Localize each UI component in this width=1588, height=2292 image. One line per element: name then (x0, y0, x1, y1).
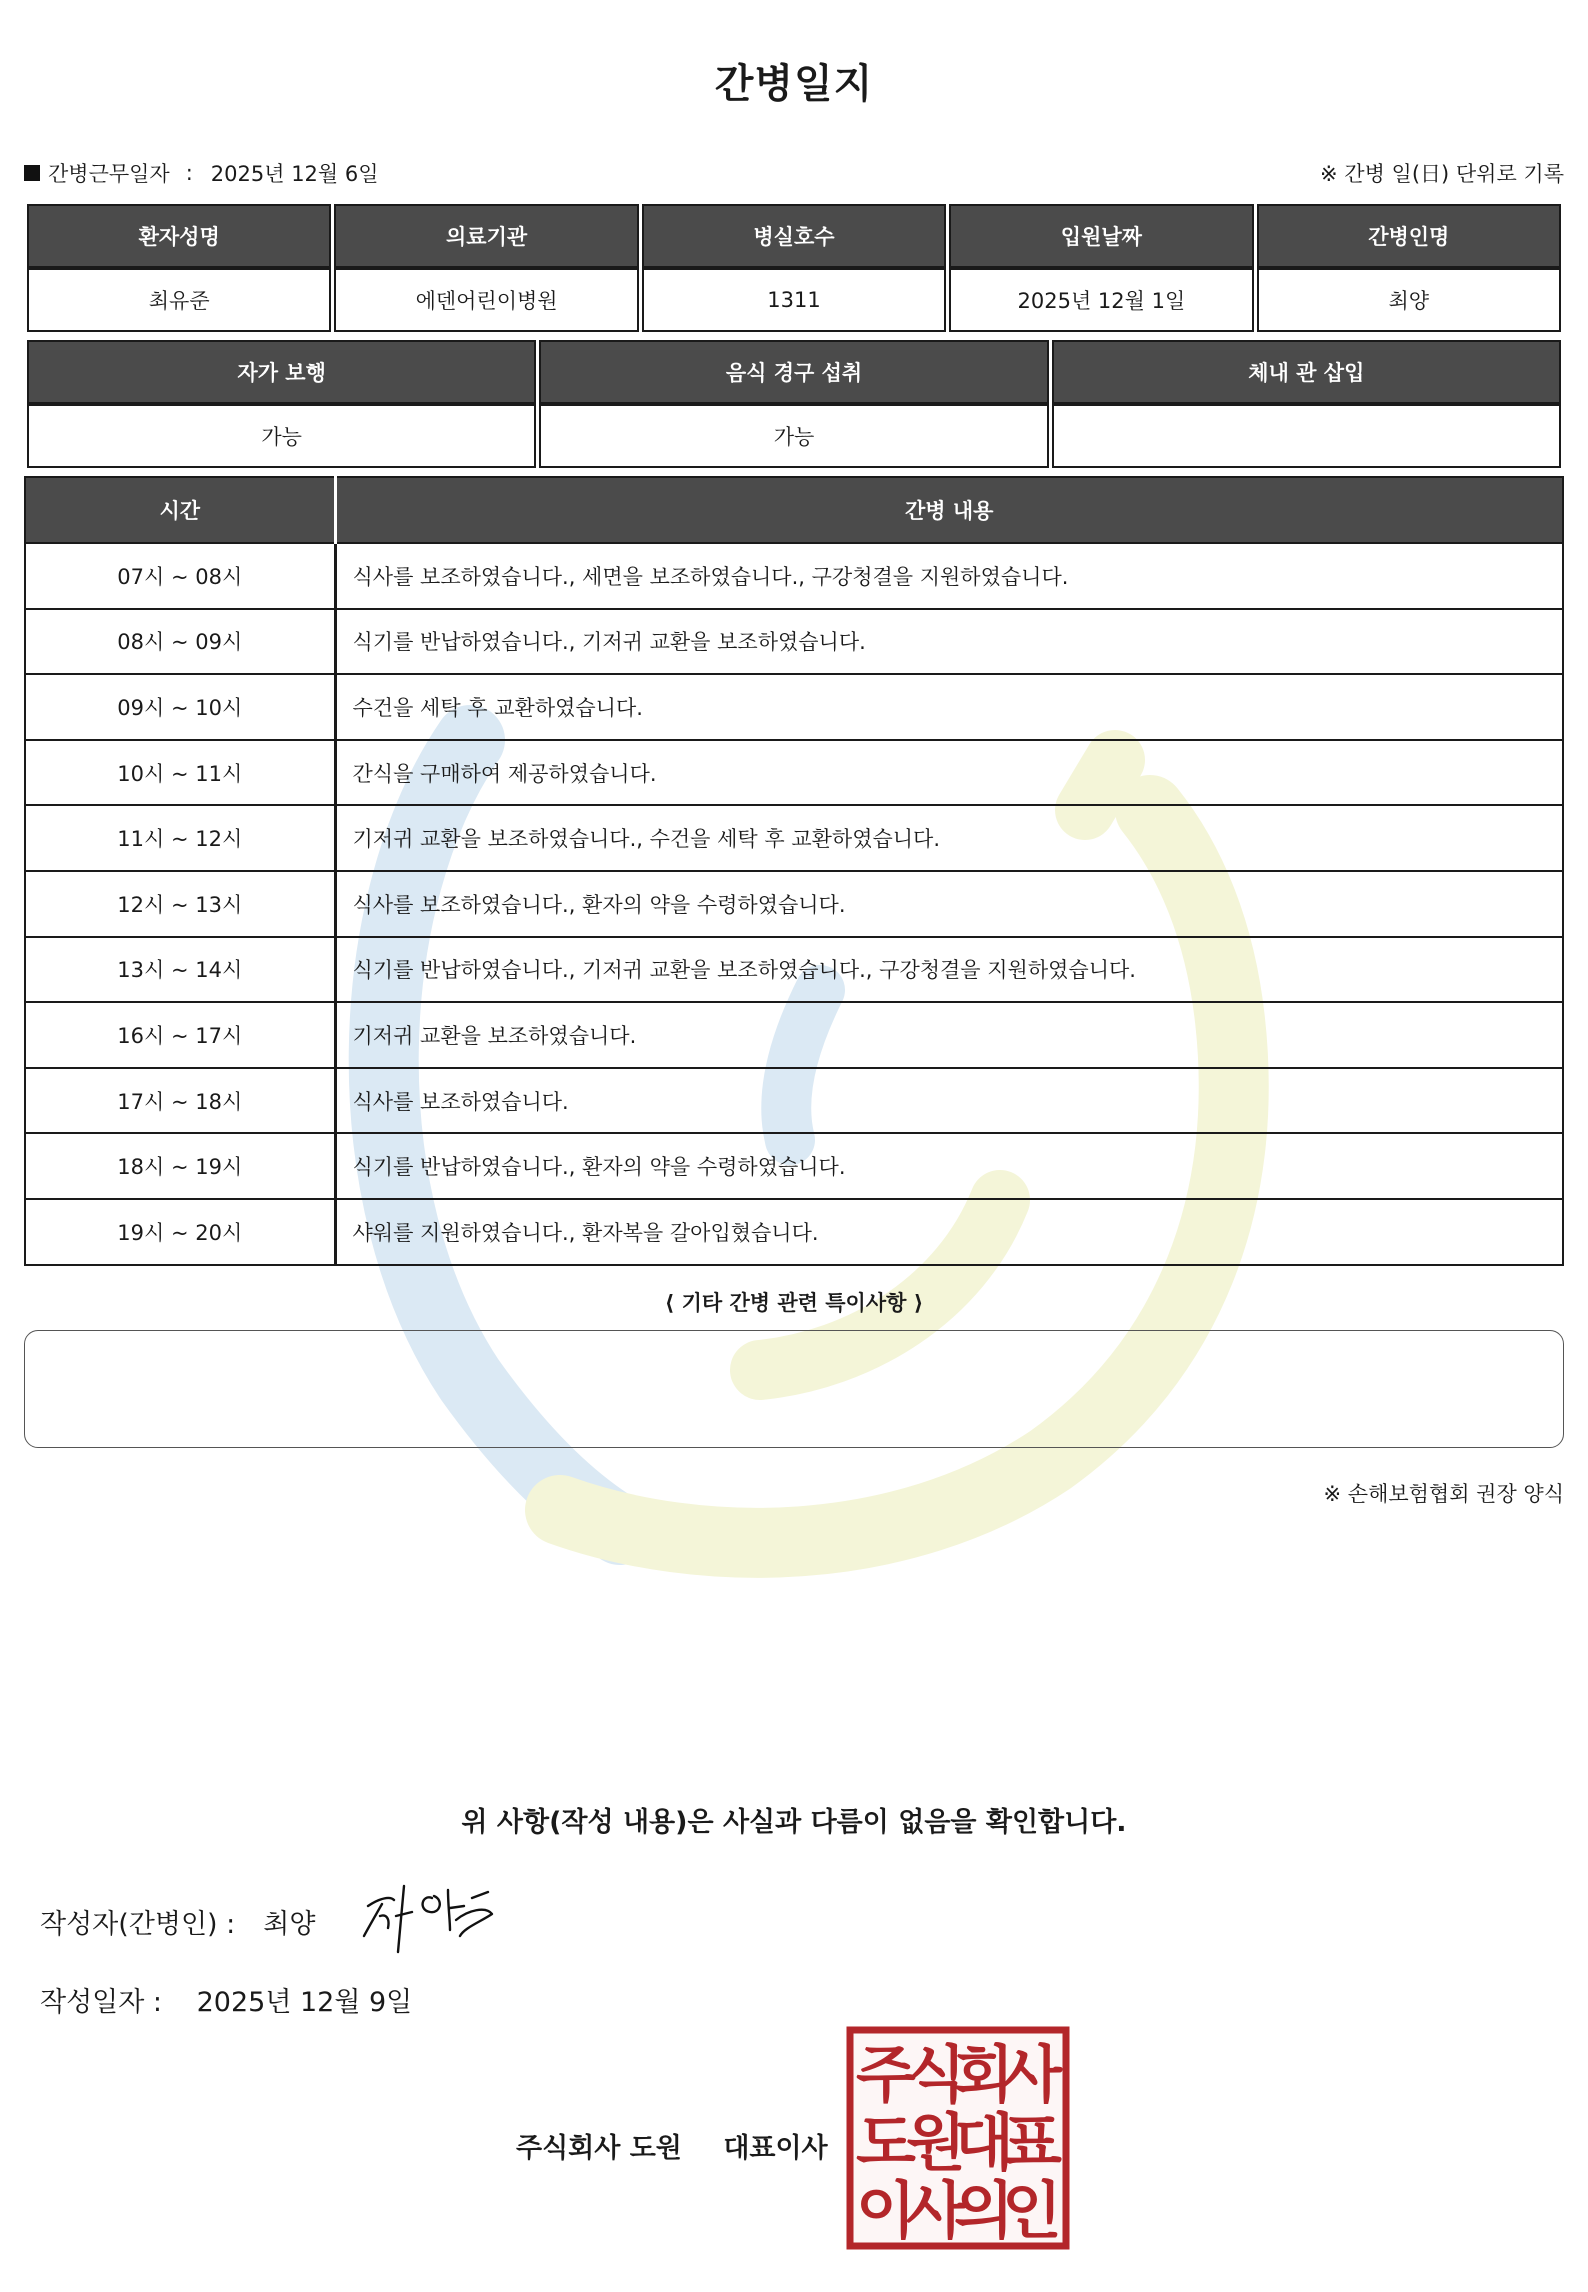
time-cell: 17시 ~ 18시 (25, 1068, 335, 1134)
table-row (25, 1002, 1563, 1068)
header-hospital: 의료기관 (334, 204, 638, 268)
table-row (25, 805, 1563, 871)
patient-status-table (24, 340, 1564, 468)
table-row (25, 1068, 1563, 1134)
header-admission-date: 입원날짜 (949, 204, 1253, 268)
svg-text:의: 의 (954, 2174, 1014, 2247)
recommended-form-note: ※ 손해보험협회 권장 양식 (1323, 1482, 1564, 1506)
room-number-value: 1311 (642, 268, 946, 332)
svg-text:인: 인 (1002, 2174, 1062, 2247)
table-row (25, 609, 1563, 675)
time-cell: 10시 ~ 11시 (25, 740, 335, 806)
care-log-table (24, 476, 1564, 1266)
table-row (25, 1199, 1563, 1265)
notes-title: ⟨ 기타 간병 관련 특이사항 ⟩ (664, 1291, 924, 1315)
caregiver-name-value: 최양 (1257, 268, 1561, 332)
self-walking-value: 가능 (27, 404, 536, 468)
table-row (25, 543, 1563, 609)
content-cell: 식기를 반납하였습니다., 기저귀 교환을 보조하였습니다., 구강청결을 지원하였습니다. (335, 937, 1563, 1003)
svg-text:사: 사 (1002, 2038, 1062, 2111)
table-row (25, 871, 1563, 937)
notes-box (24, 1330, 1564, 1448)
work-date-colon: : (185, 161, 193, 185)
table-row (25, 1133, 1563, 1199)
patient-info-table (24, 204, 1564, 332)
header-tube-insertion: 체내 관 삽입 (1052, 340, 1561, 404)
content-cell: 기저귀 교환을 보조하였습니다. (335, 1002, 1563, 1068)
content-cell: 식기를 반납하였습니다., 환자의 약을 수령하였습니다. (335, 1133, 1563, 1199)
content-cell: 식기를 반납하였습니다., 기저귀 교환을 보조하였습니다. (335, 609, 1563, 675)
header-self-walking: 자가 보행 (27, 340, 536, 404)
work-date-label: 간병근무일자 (48, 162, 170, 186)
header-room-number: 병실호수 (642, 204, 946, 268)
written-date-label: 작성일자 : (40, 1987, 163, 2018)
time-cell: 16시 ~ 17시 (25, 1002, 335, 1068)
company-name: 주식회사 도원 (516, 2133, 682, 2164)
svg-text:표: 표 (1002, 2106, 1062, 2179)
tube-insertion-value (1052, 404, 1561, 468)
time-cell: 12시 ~ 13시 (25, 871, 335, 937)
content-cell: 기저귀 교환을 보조하였습니다., 수건을 세탁 후 교환하였습니다. (335, 805, 1563, 871)
content-cell: 샤워를 지원하였습니다., 환자복을 갈아입혔습니다. (335, 1199, 1563, 1265)
svg-text:도: 도 (856, 2106, 916, 2179)
unit-note: ※ 간병 일(日) 단위로 기록 (1320, 162, 1564, 186)
patient-status-header-row (27, 340, 1561, 404)
content-cell: 수건을 세탁 후 교환하였습니다. (335, 674, 1563, 740)
table-row (25, 740, 1563, 806)
content-cell: 식사를 보조하였습니다., 환자의 약을 수령하였습니다. (335, 871, 1563, 937)
table-row (25, 674, 1563, 740)
confirmation-statement: 위 사항(작성 내용)은 사실과 다름이 없음을 확인합니다. (461, 1807, 1127, 1838)
oral-intake-value: 가능 (539, 404, 1048, 468)
table-row (25, 937, 1563, 1003)
svg-text:대: 대 (954, 2106, 1014, 2179)
content-cell: 간식을 구매하여 제공하였습니다. (335, 740, 1563, 806)
patient-info-value-row (27, 268, 1561, 332)
care-log-header-row (25, 477, 1563, 543)
company-representative-title: 대표이사 (723, 2133, 828, 2164)
svg-text:회: 회 (954, 2038, 1014, 2111)
svg-text:이: 이 (856, 2174, 916, 2247)
content-cell: 식사를 보조하였습니다., 세면을 보조하였습니다., 구강청결을 지원하였습니다. (335, 543, 1563, 609)
time-cell: 18시 ~ 19시 (25, 1133, 335, 1199)
document-title: 간병일지 (714, 61, 874, 107)
handwritten-signature (360, 1876, 510, 1956)
time-cell: 19시 ~ 20시 (25, 1199, 335, 1265)
header-patient-name: 환자성명 (27, 204, 331, 268)
company-line (516, 2126, 828, 2165)
svg-text:사: 사 (906, 2174, 966, 2247)
writer-label: 작성자(간병인) : (40, 1909, 236, 1940)
square-bullet-icon (24, 165, 40, 181)
work-date-line (24, 158, 379, 188)
admission-date-value: 2025년 12월 1일 (949, 268, 1253, 332)
time-cell: 11시 ~ 12시 (25, 805, 335, 871)
svg-text:원: 원 (906, 2106, 966, 2179)
patient-info-header-row (27, 204, 1561, 268)
time-cell: 09시 ~ 10시 (25, 674, 335, 740)
company-seal-stamp (846, 2026, 1070, 2250)
header-time: 시간 (25, 477, 335, 543)
content-cell: 식사를 보조하였습니다. (335, 1068, 1563, 1134)
patient-status-value-row (27, 404, 1561, 468)
svg-text:식: 식 (906, 2038, 966, 2111)
hospital-value: 에덴어린이병원 (334, 268, 638, 332)
patient-name-value: 최유준 (27, 268, 331, 332)
header-caregiver-name: 간병인명 (1257, 204, 1561, 268)
time-cell: 07시 ~ 08시 (25, 543, 335, 609)
work-date-value: 2025년 12월 6일 (210, 162, 379, 186)
written-date-line (40, 1980, 412, 2019)
time-cell: 13시 ~ 14시 (25, 937, 335, 1003)
svg-text:주: 주 (856, 2038, 916, 2111)
written-date-value: 2025년 12월 9일 (196, 1987, 413, 2018)
writer-name: 최양 (263, 1909, 316, 1940)
time-cell: 08시 ~ 09시 (25, 609, 335, 675)
header-care-content: 간병 내용 (335, 477, 1563, 543)
header-oral-intake: 음식 경구 섭취 (539, 340, 1048, 404)
writer-line (40, 1902, 315, 1941)
